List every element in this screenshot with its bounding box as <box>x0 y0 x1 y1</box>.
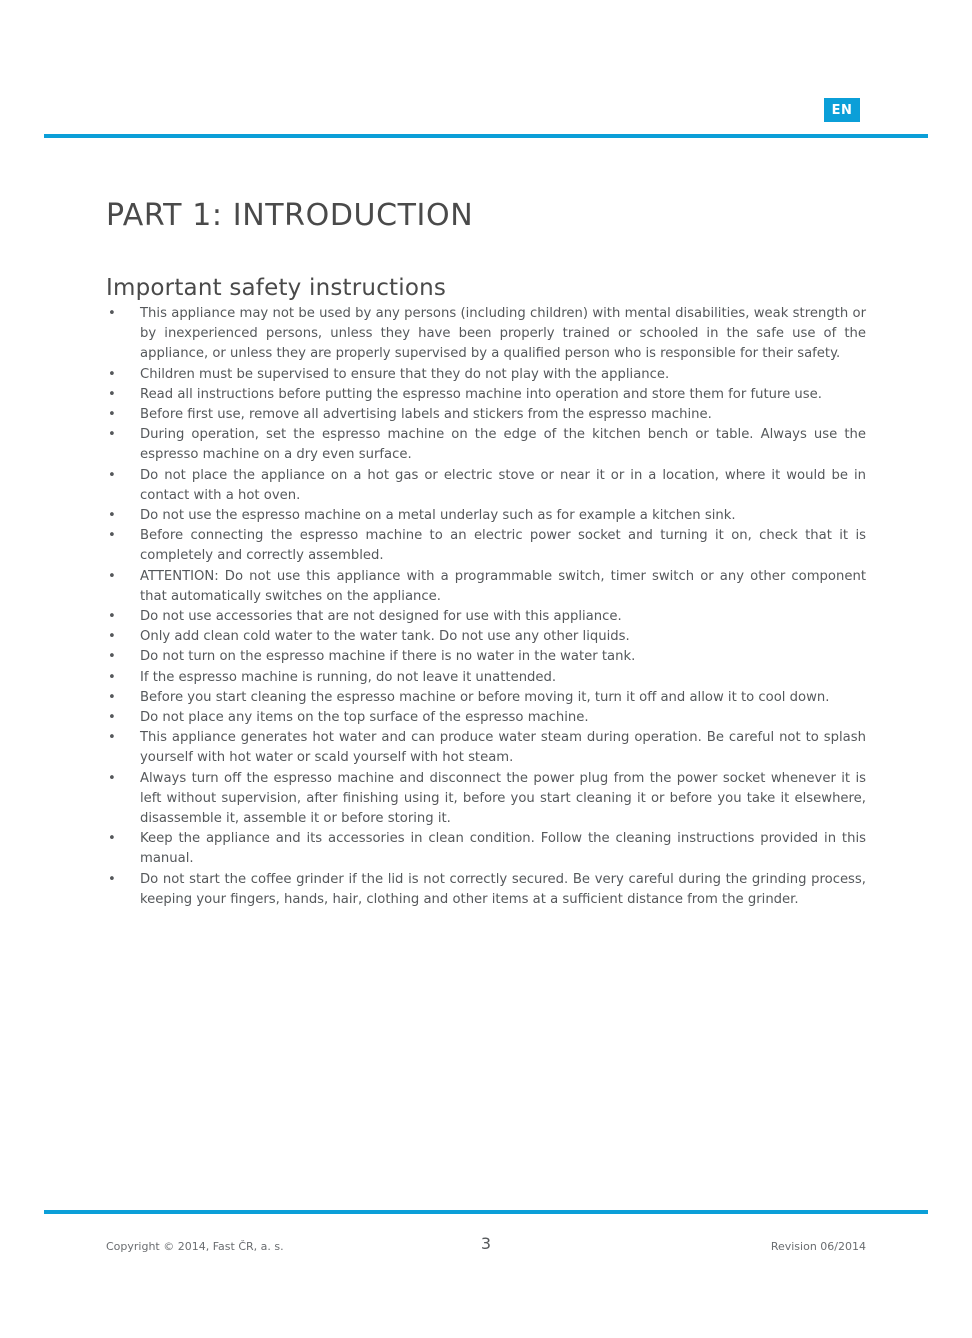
bullet-icon: • <box>108 710 116 726</box>
bullet-icon: • <box>108 467 116 483</box>
list-item <box>106 647 866 667</box>
bullet-icon: • <box>108 386 116 402</box>
footer-copyright: Copyright © 2014, Fast ČR, a. s. <box>106 1240 284 1253</box>
list-item-text: This appliance generates hot water and can produce water steam during operation. Be careful not to splash yourself with hot water or scald yourself with hot steam. <box>140 730 866 766</box>
list-item <box>106 405 866 425</box>
list-item <box>106 627 866 647</box>
bullet-icon: • <box>108 730 116 746</box>
list-item-text: Always turn off the espresso machine and disconnect the power plug from the power socket whenever it is left without supervision, after finishing using it, before you start cleaning it or before you take it elsewhere, disassemble it, assemble it or before storing it. <box>140 770 866 827</box>
list-item-text: Before connecting the espresso machine to an electric power socket and turning it on, check that it is completely and correctly assembled. <box>140 528 866 564</box>
bullet-icon: • <box>108 568 116 584</box>
bullet-icon: • <box>108 649 116 665</box>
list-item <box>106 526 866 566</box>
list-item-text: Do not use accessories that are not designed for use with this appliance. <box>140 609 622 625</box>
list-item-text: During operation, set the espresso machine on the edge of the kitchen bench or table. Always use the espresso machine on a dry even surface. <box>140 427 866 463</box>
bullet-icon: • <box>108 669 116 685</box>
bullet-icon: • <box>108 871 116 887</box>
bullet-icon: • <box>108 427 116 443</box>
bullet-icon: • <box>108 609 116 625</box>
list-item-text: Do not turn on the espresso machine if there is no water in the water tank. <box>140 649 636 665</box>
list-item-text: Do not use the espresso machine on a metal underlay such as for example a kitchen sink. <box>140 508 736 524</box>
section-heading: Important safety instructions <box>106 275 447 302</box>
list-item-text: Only add clean cold water to the water tank. Do not use any other liquids. <box>140 629 630 645</box>
list-item <box>106 668 866 688</box>
bullet-icon: • <box>108 407 116 423</box>
list-item <box>106 385 866 405</box>
page-number: 3 <box>480 1234 492 1253</box>
header-rule <box>44 134 928 138</box>
list-item <box>106 607 866 627</box>
footer-revision: Revision 06/2014 <box>770 1240 866 1253</box>
list-item-text: Keep the appliance and its accessories in clean condition. Follow the cleaning instructions provided in this manual. <box>140 831 866 867</box>
bullet-icon: • <box>108 831 116 847</box>
list-item-text: If the espresso machine is running, do not leave it unattended. <box>140 669 557 685</box>
list-item-text: This appliance may not be used by any persons (including children) with mental disabilities, weak strength or by inexperienced persons, unless they have been properly trained or schooled in the safe use of the appliance, or unless they are properly supervised by a qualified person who is responsible for their safety. <box>140 306 866 362</box>
bullet-icon: • <box>108 689 116 705</box>
list-item <box>106 304 866 365</box>
list-item-text: Read all instructions before putting the espresso machine into operation and store them for future use. <box>140 386 822 402</box>
list-item-text: Do not place any items on the top surface of the espresso machine. <box>140 710 589 726</box>
list-item <box>106 688 866 708</box>
list-item-text: Do not place the appliance on a hot gas or electric stove or near it or in a location, where it would be in contact with a hot oven. <box>140 467 866 503</box>
safety-instructions-list <box>106 304 866 910</box>
list-item <box>106 506 866 526</box>
page-title: PART 1: INTRODUCTION <box>106 198 474 234</box>
bullet-icon: • <box>108 528 116 544</box>
list-item <box>106 708 866 728</box>
list-item <box>106 365 866 385</box>
list-item <box>106 870 866 910</box>
list-item <box>106 567 866 607</box>
list-item <box>106 425 866 465</box>
list-item <box>106 829 866 869</box>
bullet-icon: • <box>108 508 116 524</box>
bullet-icon: • <box>108 770 116 786</box>
footer-rule <box>44 1210 928 1214</box>
list-item-text: Before you start cleaning the espresso machine or before moving it, turn it off and allow it to cool down. <box>140 689 830 705</box>
list-item-text: Children must be supervised to ensure that they do not play with the appliance. <box>140 366 670 382</box>
list-item-text: Do not start the coffee grinder if the lid is not correctly secured. Be very careful during the grinding process, keeping your fingers, hands, hair, clothing and other items at a sufficient distance from the grinder. <box>140 871 866 907</box>
language-badge: EN <box>824 98 860 122</box>
list-item <box>106 728 866 768</box>
bullet-icon: • <box>108 306 116 321</box>
list-item <box>106 769 866 830</box>
bullet-icon: • <box>108 366 116 382</box>
bullet-icon: • <box>108 629 116 645</box>
list-item-text: ATTENTION: Do not use this appliance with a programmable switch, timer switch or any other component that automatically switches on the appliance. <box>140 568 866 604</box>
list-item-text: Before first use, remove all advertising labels and stickers from the espresso machine. <box>140 407 712 423</box>
list-item <box>106 466 866 506</box>
